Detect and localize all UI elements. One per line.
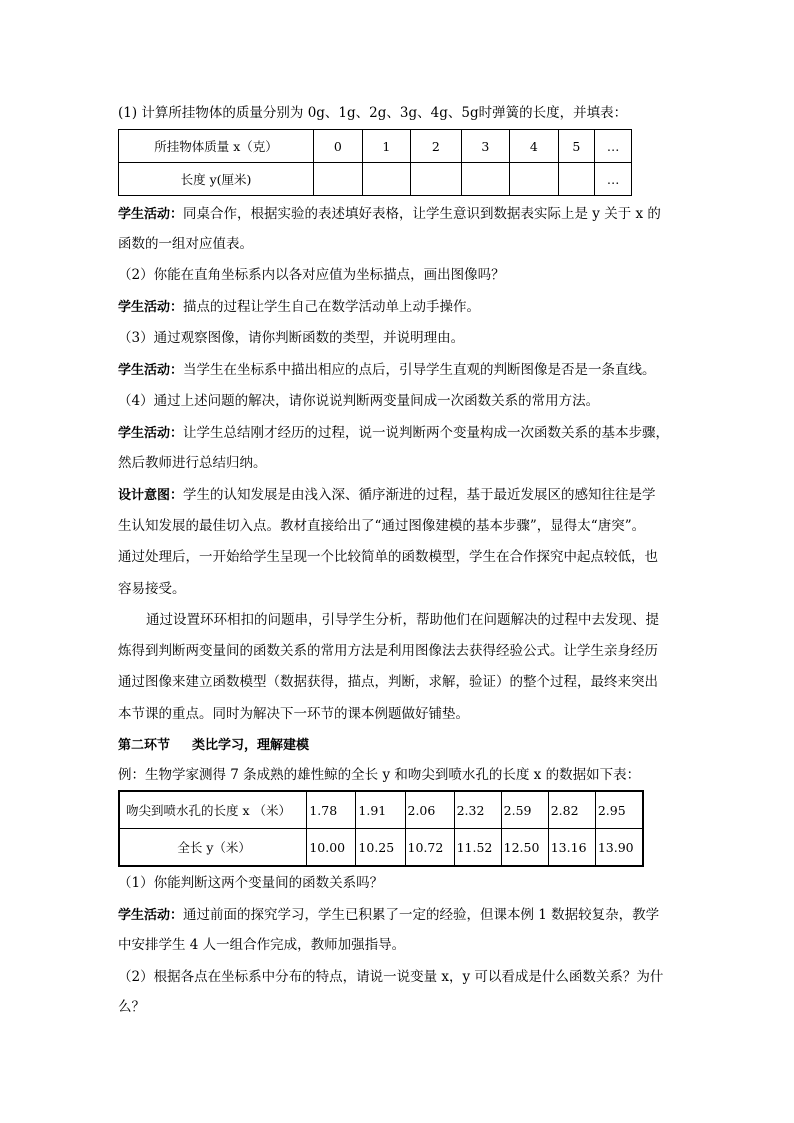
paragraph-line-4: 本节课的重点。同时为解决下一环节的课本例题做好铺垫。 — [118, 706, 469, 722]
table-cell: 10.00 — [307, 829, 356, 867]
student-activity-1: 学生活动：同桌合作，根据实验的表述填好表格，让学生意识到数据表实际上是 y 关于 x 的 — [118, 206, 661, 222]
table-cell — [558, 163, 595, 196]
table-cell: 1.78 — [307, 791, 356, 829]
whale-data-table — [118, 790, 644, 867]
table-cell: 4 — [510, 130, 559, 163]
table-cell: 2.95 — [595, 791, 643, 829]
question-2: （2）你能在直角坐标系内以各对应值为坐标描点，画出图像吗？ — [118, 267, 505, 283]
example-question-2-cont: 么？ — [118, 999, 145, 1015]
table-cell: 2.59 — [501, 791, 548, 829]
table-cell: 1.91 — [356, 791, 405, 829]
design-intent-line-2: 生认知发展的最佳切入点。教材直接给出了“通过图像建模的基本步骤”，显得太“唐突”。 — [118, 518, 646, 534]
table-row — [119, 829, 643, 867]
table-cell — [362, 163, 411, 196]
ellipsis-cell: … — [595, 163, 632, 196]
row-header: 全长 y（米） — [119, 829, 307, 867]
table-cell: 2.82 — [548, 791, 595, 829]
table-cell: 0 — [314, 130, 363, 163]
student-activity-3: 学生活动：当学生在坐标系中描出相应的点后，引导学生直观的判断图像是否是一条直线。 — [118, 362, 656, 378]
design-intent-line-4: 容易接受。 — [118, 581, 186, 597]
row-header: 长度 y(厘米) — [119, 163, 314, 196]
table-cell: 1 — [362, 130, 411, 163]
table-cell: 12.50 — [501, 829, 548, 867]
table-cell — [461, 163, 510, 196]
mass-length-table — [118, 129, 632, 196]
paragraph-line-1: 通过设置环环相扣的问题串，引导学生分析，帮助他们在问题解决的过程中去发现、提 — [146, 612, 659, 628]
example-question-2: （2）根据各点在坐标系中分布的特点，请说一说变量 x，y 可以看成是什么函数关系？为什 — [118, 969, 664, 985]
table-cell — [411, 163, 461, 196]
table-cell: 2.32 — [454, 791, 501, 829]
question-3: （3）通过观察图像，请你判断函数的类型，并说明理由。 — [118, 330, 465, 346]
question-1-calc: (1) 计算所挂物体的质量分别为 0g、1g、2g、3g、4g、5g时弹簧的长度，并填表： — [118, 105, 628, 121]
table-cell: 3 — [461, 130, 510, 163]
table-row — [119, 163, 632, 196]
student-activity-5: 学生活动：通过前面的探究学习，学生已积累了一定的经验，但课本例 1 数据较复杂，教学 — [118, 907, 660, 923]
table-cell — [510, 163, 559, 196]
table-row — [119, 791, 643, 829]
table-cell — [314, 163, 363, 196]
student-activity-4: 学生活动：让学生总结刚才经历的过程，说一说判断两个变量构成一次函数关系的基本步骤， — [118, 425, 670, 441]
paragraph-line-3: 通过图像来建立函数模型（数据获得，描点，判断，求解，验证）的整个过程，最终来突出 — [118, 674, 658, 690]
design-intent-line-3: 通过处理后，一开始给学生呈现一个比较简单的函数模型，学生在合作探究中起点较低，也 — [118, 549, 658, 565]
paragraph-line-2: 炼得到判断两变量间的函数关系的常用方法是利用图像法去获得经验公式。让学生亲身经历 — [118, 643, 658, 659]
table-cell: 5 — [558, 130, 595, 163]
table-cell: 13.16 — [548, 829, 595, 867]
row-header: 所挂物体质量 x（克） — [119, 130, 314, 163]
question-4: （4）通过上述问题的解决，请你说说判断两变量间成一次函数关系的常用方法。 — [118, 393, 600, 409]
section-heading: 第二环节 类比学习，理解建模 — [118, 738, 310, 753]
table-cell: 13.90 — [595, 829, 643, 867]
table-cell: 2 — [411, 130, 461, 163]
table-cell: 2.06 — [405, 791, 454, 829]
table-cell: 11.52 — [454, 829, 501, 867]
design-intent: 设计意图：学生的认知发展是由浅入深、循序渐进的过程，基于最近发展区的感知往往是学 — [118, 487, 656, 503]
ellipsis-cell: … — [595, 130, 632, 163]
table-cell: 10.72 — [405, 829, 454, 867]
student-activity-2: 学生活动：描点的过程让学生自己在数学活动单上动手操作。 — [118, 299, 481, 315]
example-intro: 例：生物学家测得 7 条成熟的雄性鲸的全长 y 和吻尖到喷水孔的长度 x 的数据如下表： — [118, 767, 641, 783]
student-activity-5-cont: 中安排学生 4 人一组合作完成，教师加强指导。 — [118, 937, 406, 953]
table-cell: 10.25 — [356, 829, 405, 867]
student-activity-1-cont: 函数的一组对应值表。 — [118, 236, 253, 252]
example-question-1: （1）你能判断这两个变量间的函数关系吗？ — [118, 875, 384, 891]
row-header: 吻尖到喷水孔的长度 x （米） — [119, 791, 307, 829]
student-activity-4-cont: 然后教师进行总结归纳。 — [118, 455, 267, 471]
table-row — [119, 130, 632, 163]
